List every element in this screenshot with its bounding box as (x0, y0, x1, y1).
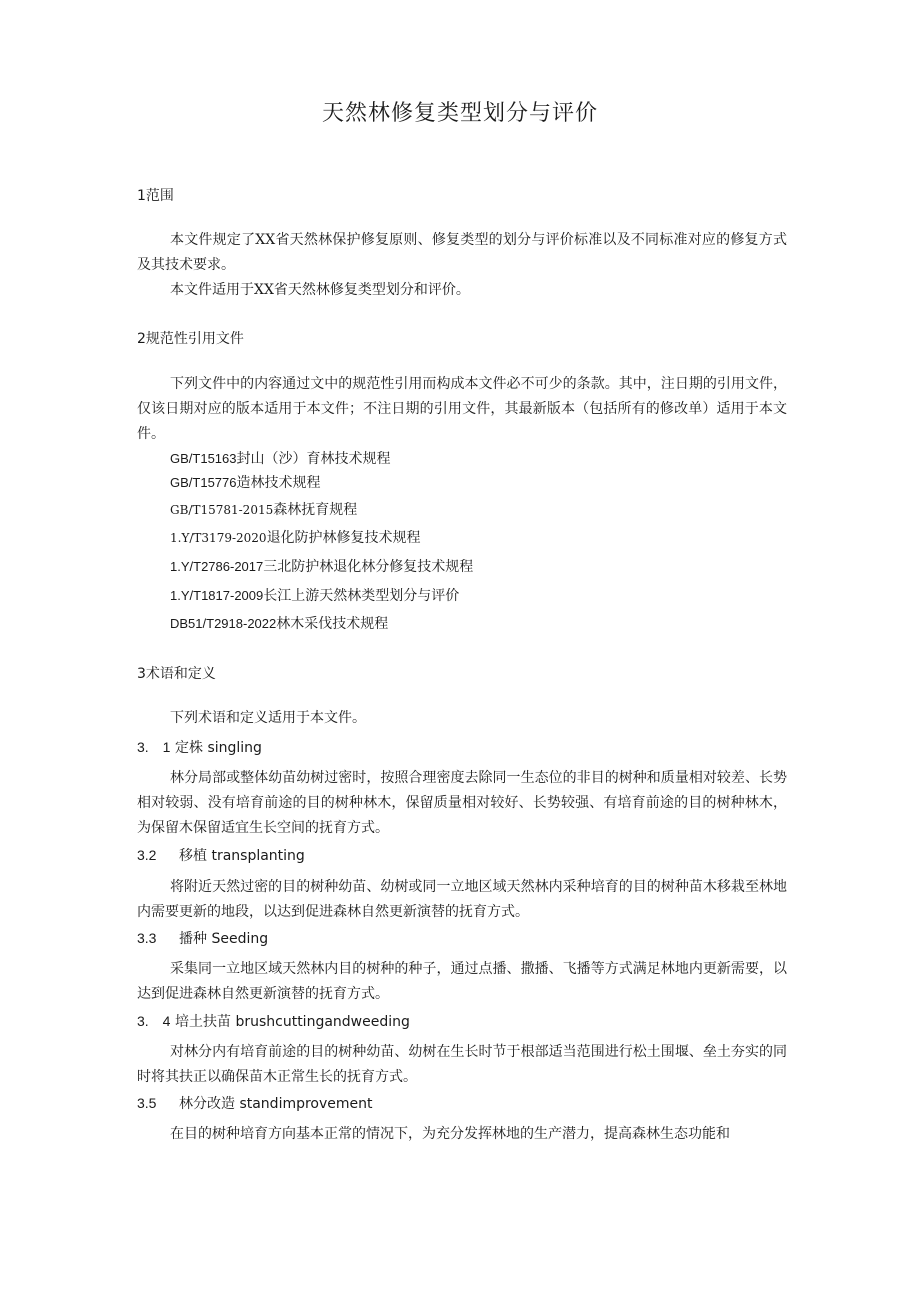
reference-item (170, 448, 391, 468)
reference-code: 1.Y/T1817-2009 (170, 588, 264, 603)
reference-item (170, 527, 421, 547)
reference-item (170, 556, 473, 576)
reference-code: GB/T15163 (170, 451, 237, 466)
term-definition: 对林分内有培育前途的目的树种幼苗、幼树在生长时节于根部适当范围进行松土围堰、垒土夯实的同时将其扶正以确保苗木正常生长的抚育方式。 (137, 1044, 787, 1085)
reference-name: 三北防护林退化林分修复技术规程 (263, 559, 474, 575)
term-heading (137, 1093, 373, 1113)
reference-code: GB/T15776 (170, 475, 237, 490)
reference-name: 退化防护林修复技术规程 (266, 530, 421, 546)
section-heading-normative-references: 2规范性引用文件 (137, 331, 244, 347)
term-definition: 采集同一立地区域天然林内目的树种的种子，通过点播、撒播、飞播等方式满足林地内更新需要，以达到促进森林自然更新演替的抚育方式。 (137, 961, 787, 1002)
term-number: 3. 1 (137, 739, 171, 755)
reference-item (170, 585, 459, 605)
term-definition: 将附近天然过密的目的树种幼苗、幼树或同一立地区域天然林内采种培育的目的树种苗木移栽至林地内需要更新的地段，以达到促进森林自然更新演替的抚育方式。 (137, 879, 787, 920)
terms-intro-paragraph: 下列术语和定义适用于本文件。 (170, 710, 366, 726)
term-definition: 在目的树种培育方向基本正常的情况下，为充分发挥林地的生产潜力，提高森林生态功能和 (170, 1126, 730, 1142)
term-label: 定株 singling (175, 740, 262, 756)
document-title: 天然林修复类型划分与评价 (321, 101, 598, 126)
reference-name: 森林抚育规程 (273, 502, 358, 518)
reference-name: 封山（沙）育林技术规程 (236, 451, 391, 467)
reference-code: DB51/T2918-2022 (170, 616, 277, 631)
term-heading (137, 928, 268, 948)
term-heading (137, 737, 262, 757)
reference-name: 林木采伐技术规程 (276, 616, 389, 632)
section-heading-scope: 1范围 (137, 188, 174, 204)
scope-paragraph-2: 本文件适用于XX省天然林修复类型划分和评价。 (170, 282, 470, 298)
term-label: 培土扶苗 brushcuttingandweeding (175, 1014, 410, 1030)
term-number: 3. 4 (137, 1013, 171, 1029)
term-number: 3.3 (137, 930, 157, 946)
section-heading-terms-definitions: 3术语和定义 (137, 666, 216, 682)
term-number: 3.5 (137, 1095, 157, 1111)
term-label: 林分改造 standimprovement (179, 1096, 373, 1112)
reference-name: 长江上游天然林类型划分与评价 (263, 588, 460, 604)
term-number: 3.2 (137, 847, 157, 863)
term-heading (137, 1011, 410, 1031)
term-heading (137, 845, 305, 865)
term-definition: 林分局部或整体幼苗幼树过密时，按照合理密度去除同一生态位的非目的树种和质量相对较差、长势相对较弱、没有培育前途的目的树种林木，保留质量相对较好、长势较强、有培育前途的目的树种林木，为保留木保留适宜生长空间的抚育方式。 (137, 770, 787, 836)
term-label: 移植 transplanting (179, 848, 305, 864)
reference-item (170, 613, 388, 633)
reference-item (170, 499, 357, 519)
reference-item (170, 472, 321, 492)
reference-code: 1.Y/T2786-2017 (170, 559, 264, 574)
references-intro-paragraph: 下列文件中的内容通过文中的规范性引用而构成本文件必不可少的条款。其中，注日期的引用文件，仅该日期对应的版本适用于本文件；不注日期的引用文件，其最新版本（包括所有的修改单）适用于本文件。 (137, 376, 787, 442)
reference-code: 1.Y/T3179-2020 (170, 531, 267, 545)
term-label: 播种 Seeding (179, 931, 269, 947)
reference-code: GB/T15781-2015 (170, 503, 274, 517)
reference-name: 造林技术规程 (236, 475, 321, 491)
scope-paragraph-1: 本文件规定了XX省天然林保护修复原则、修复类型的划分与评价标准以及不同标准对应的修复方式及其技术要求。 (137, 232, 787, 273)
